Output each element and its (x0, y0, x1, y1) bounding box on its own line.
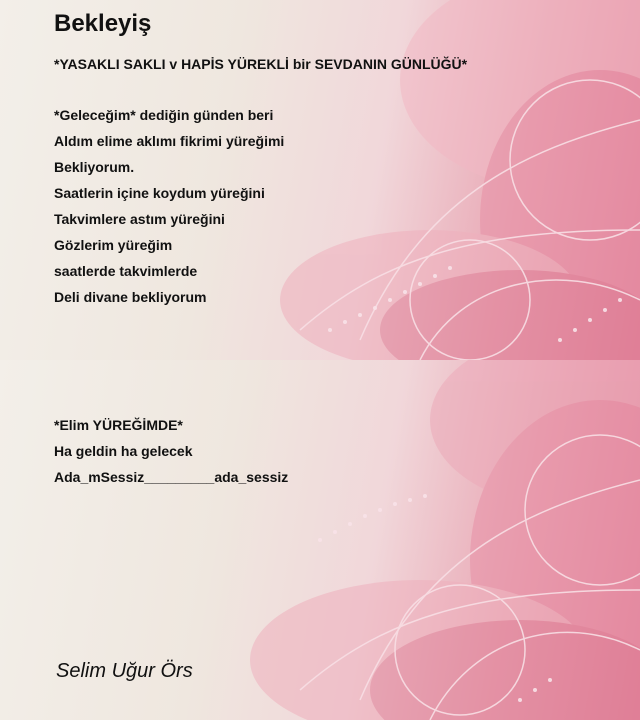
poem-line: Saatlerin içine koydum yüreğini (54, 185, 265, 201)
poem-line: saatlerde takvimlerde (54, 263, 198, 279)
poem-line: *Elim YÜREĞİMDE* (54, 417, 183, 433)
poem-subtitle: *YASAKLI SAKLI v HAPİS YÜREKLİ bir SEVDANIN GÜNLÜĞÜ* (54, 56, 468, 72)
author-signature: Selim Uğur Örs (56, 660, 193, 682)
stanza-2 (54, 412, 288, 490)
stanza-1 (54, 102, 284, 310)
poem-line: Aldım elime aklımı fikrimi yüreğimi (54, 133, 285, 149)
poem-line: Deli divane bekliyorum (54, 289, 207, 305)
poem-line: *Geleceğim* dediğin günden beri (54, 107, 274, 123)
poem-line: Gözlerim yüreğim (54, 237, 173, 253)
poem-line: Bekliyorum. (54, 159, 135, 175)
poem-line: Ha geldin ha gelecek (54, 443, 193, 459)
poem-title: Bekleyiş (54, 10, 152, 37)
poem-line: Ada_mSessiz_________ada_sessiz (54, 469, 289, 485)
poem-line: Takvimlere astım yüreğini (54, 211, 225, 227)
